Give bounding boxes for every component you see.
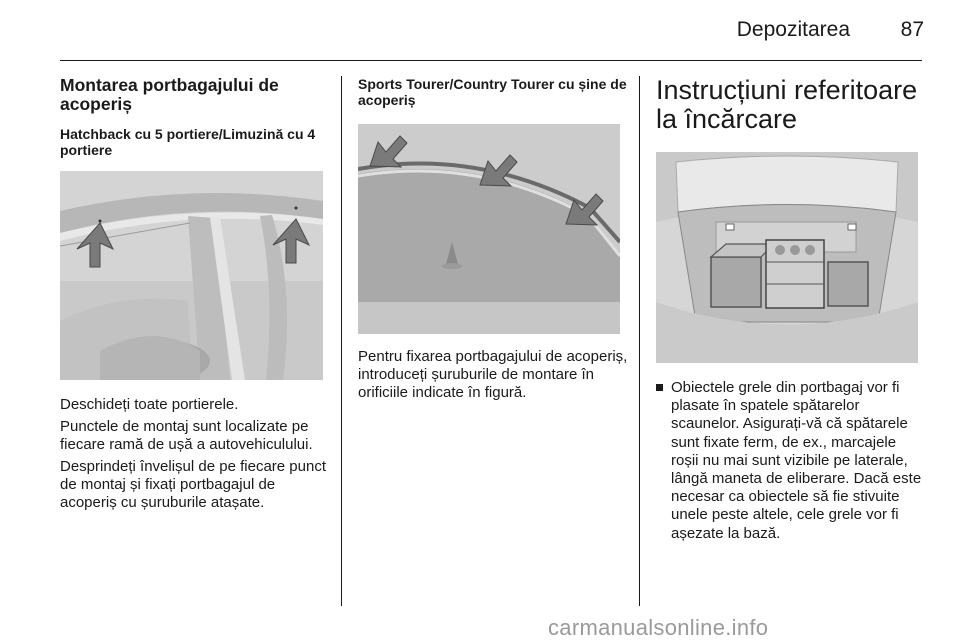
section-heading-loading: Instrucțiuni referitoare la încărcare — [656, 75, 918, 134]
column-divider-1 — [341, 76, 342, 606]
list-item — [656, 379, 922, 543]
subheading-hatchback: Hatchback cu 5 portiere/Limuzină cu 4 portiere — [60, 126, 316, 158]
column-loading-instructions — [656, 76, 922, 543]
running-header-title: Depozitarea — [736, 18, 850, 41]
paragraph-remove-cover: Desprindeți învelișul de pe fiecare punct de montaj și fixați portbagajul de acoperiș cu șuruburile atașate. — [60, 458, 326, 511]
crate-icon — [766, 240, 824, 308]
paragraph-install-bolts: Pentru fixarea portbagajului de acoperiș, introduceți șuruburile de montare în orificiile indicate în figură. — [358, 348, 628, 401]
section-heading-roof-rack: Montarea portbagajului de acoperiș — [60, 75, 279, 114]
paragraph-mounting-points: Punctele de montaj sunt localizate pe fiecare ramă de ușă a autovehiculului. — [60, 418, 313, 453]
header-divider — [60, 60, 922, 61]
subheading-sports-tourer: Sports Tourer/Country Tourer cu șine de acoperiș — [358, 76, 627, 108]
paragraph-open-doors: Deschideți toate portierele. — [60, 396, 239, 413]
column-roof-rack-tourer — [358, 76, 628, 402]
bullet-square-icon — [656, 384, 663, 391]
figure-roof-rails-mounting-holes — [358, 124, 620, 334]
column-roof-rack-hatchback — [60, 76, 328, 512]
column-divider-2 — [639, 76, 640, 606]
figure-trunk-loading — [656, 152, 918, 363]
watermark: carmanualsonline.info — [548, 615, 769, 640]
loading-bullet-list — [656, 379, 922, 543]
page-number: 87 — [900, 18, 924, 41]
bullet-text: Obiectele grele din portbagaj vor fi plasate în spatele spătarelor scaunelor. Asigurați-vă că spătarele sunt fixate ferm, de ex., marcajele roșii nu mai sunt vizibile pe laterale, lângă maneta de eliberare. Dacă este necesar ca obiectele să fie stivuite unele peste altele, cele grele vor fi așezate la bază. — [671, 379, 922, 542]
figure-door-frame-mounting-points — [60, 171, 323, 380]
box-icon — [828, 262, 868, 306]
